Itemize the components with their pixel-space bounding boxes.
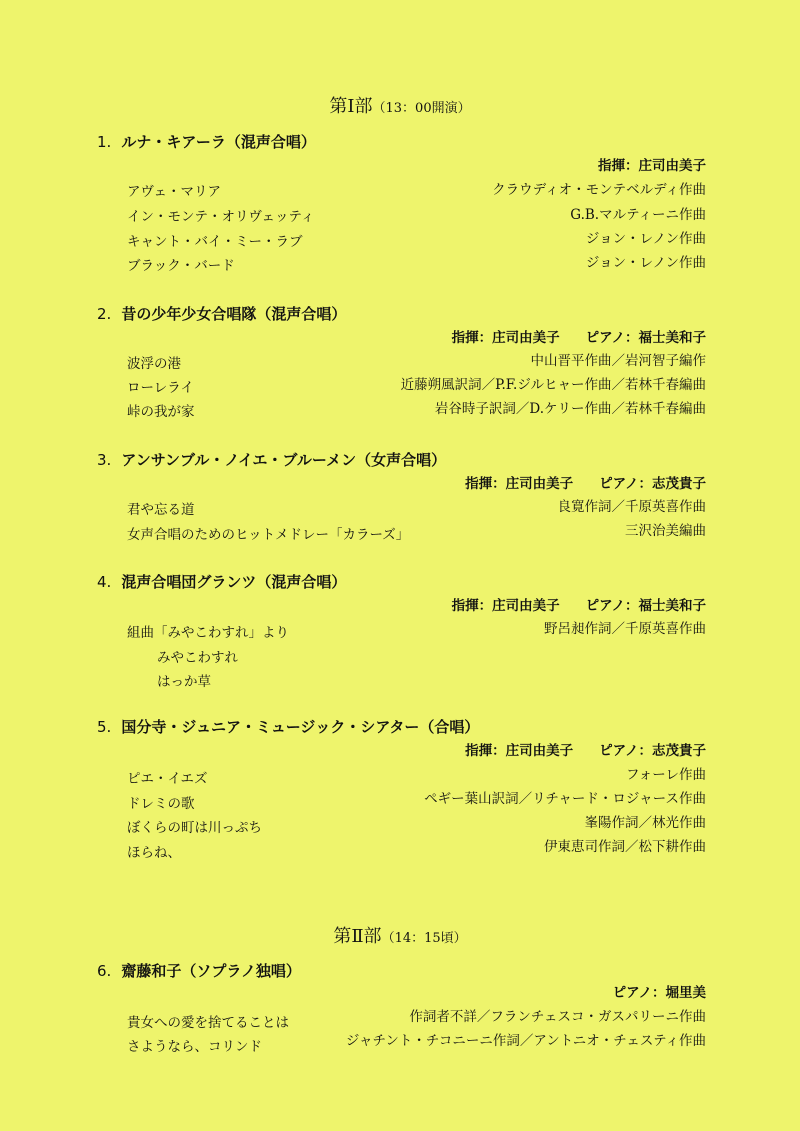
conductor-credit: 指揮：庄司由美子 bbox=[451, 598, 560, 614]
composer-credit: 作詞者不詳／フランチェスコ・ガスパリーニ作曲 bbox=[409, 1009, 706, 1025]
composer-credit: 三沢治美編曲 bbox=[625, 523, 706, 539]
section-title: ルナ・キアーラ（混声合唱） bbox=[121, 133, 316, 151]
section-title: 国分寺・ジュニア・ミュージック・シアター（合唱） bbox=[121, 718, 480, 736]
pianist-credit: ピアノ：福士美和子 bbox=[585, 330, 706, 346]
part-2-time: （14：15頃） bbox=[381, 931, 467, 946]
song-title: ドレミの歌 bbox=[127, 796, 195, 812]
composer-credit: ジョン・レノン作曲 bbox=[585, 231, 706, 247]
conductor-credit: 指揮：庄司由美子 bbox=[465, 743, 574, 759]
performer-credit bbox=[465, 472, 706, 492]
song-title: 波浮の港 bbox=[127, 356, 181, 372]
composer-credit: G.B.マルティーニ作曲 bbox=[570, 207, 706, 223]
section-title: 混声合唱団グランツ（混声合唱） bbox=[121, 573, 347, 591]
song-title: はっか草 bbox=[157, 674, 211, 690]
section-heading bbox=[97, 716, 479, 737]
composer-credit: クラウディオ・モンテベルディ作曲 bbox=[492, 182, 706, 198]
pianist-credit: ピアノ：堀里美 bbox=[612, 985, 706, 1001]
song-title: ぼくらの町は川っぷち bbox=[127, 820, 262, 836]
song-title: 女声合唱のためのヒットメドレー「カラーズ」 bbox=[127, 527, 410, 543]
song-title: みやこわすれ bbox=[157, 650, 238, 666]
section-heading bbox=[97, 449, 446, 470]
song-title: さようなら、コリンド bbox=[127, 1039, 262, 1055]
part-2-title: 第Ⅱ部 bbox=[333, 926, 382, 947]
part-1-title: 第Ⅰ部 bbox=[329, 96, 373, 117]
song-title: 貴女への愛を捨てることは bbox=[127, 1015, 289, 1031]
song-title: アヴェ・マリア bbox=[127, 184, 221, 200]
section-number: 5. bbox=[97, 718, 112, 736]
performer-credit bbox=[613, 981, 706, 1001]
song-title: 君や忘る道 bbox=[127, 502, 195, 518]
performer-credit bbox=[465, 739, 706, 759]
composer-credit: フォーレ作曲 bbox=[625, 767, 706, 783]
section-number: 1. bbox=[97, 133, 112, 151]
pianist-credit: ピアノ：志茂貴子 bbox=[599, 476, 706, 492]
part-2-heading bbox=[0, 922, 800, 948]
part-1-heading bbox=[0, 92, 800, 118]
composer-credit: ジョン・レノン作曲 bbox=[585, 255, 706, 271]
composer-credit: 近藤朔風訳詞／P.F.ジルヒャー作曲／若林千春編曲 bbox=[400, 377, 706, 393]
song-title: ほらね、 bbox=[127, 845, 181, 861]
section-heading bbox=[97, 571, 346, 592]
performer-credit bbox=[452, 326, 706, 346]
composer-credit: ジャチント・チコニーニ作詞／アントニオ・チェスティ作曲 bbox=[345, 1033, 706, 1049]
composer-credit: 良寛作詞／千原英喜作曲 bbox=[557, 499, 706, 515]
section-number: 6. bbox=[97, 962, 112, 980]
song-title: 組曲「みやこわすれ」より bbox=[127, 625, 289, 641]
song-title: キャント・バイ・ミー・ラブ bbox=[127, 234, 303, 250]
section-heading bbox=[97, 131, 316, 152]
section-title: 齋藤和子（ソプラノ独唱） bbox=[121, 962, 301, 980]
composer-credit: 岩谷時子訳詞／D.ケリー作曲／若林千春編曲 bbox=[434, 401, 706, 417]
section-number: 3. bbox=[97, 451, 112, 469]
conductor-credit: 指揮：庄司由美子 bbox=[465, 476, 574, 492]
song-title: ピエ・イエズ bbox=[127, 771, 208, 787]
composer-credit: 伊東恵司作詞／松下耕作曲 bbox=[544, 839, 706, 855]
section-number: 2. bbox=[97, 305, 112, 323]
pianist-credit: ピアノ：福士美和子 bbox=[585, 598, 706, 614]
section-heading bbox=[97, 303, 346, 324]
song-title: 峠の我が家 bbox=[127, 404, 195, 420]
section-number: 4. bbox=[97, 573, 112, 591]
pianist-credit: ピアノ：志茂貴子 bbox=[599, 743, 706, 759]
conductor-credit: 指揮：庄司由美子 bbox=[598, 158, 706, 174]
song-title: ブラック・バード bbox=[127, 258, 235, 274]
section-heading bbox=[97, 960, 301, 981]
performer-credit bbox=[452, 594, 706, 614]
composer-credit: 峯陽作詞／林光作曲 bbox=[584, 815, 706, 831]
section-title: 昔の少年少女合唱隊（混声合唱） bbox=[121, 305, 347, 323]
performer-credit bbox=[598, 154, 706, 174]
song-title: イン・モンテ・オリヴェッティ bbox=[127, 209, 315, 225]
section-title: アンサンブル・ノイエ・ブルーメン（女声合唱） bbox=[121, 451, 447, 469]
conductor-credit: 指揮：庄司由美子 bbox=[451, 330, 560, 346]
composer-credit: 中山晋平作曲／岩河智子編作 bbox=[530, 353, 706, 369]
part-1-time: （13：00開演） bbox=[372, 101, 471, 116]
song-title: ローレライ bbox=[127, 380, 194, 396]
composer-credit: ペギー葉山訳詞／リチャード・ロジャース作曲 bbox=[424, 791, 706, 807]
composer-credit: 野呂昶作詞／千原英喜作曲 bbox=[544, 621, 706, 637]
